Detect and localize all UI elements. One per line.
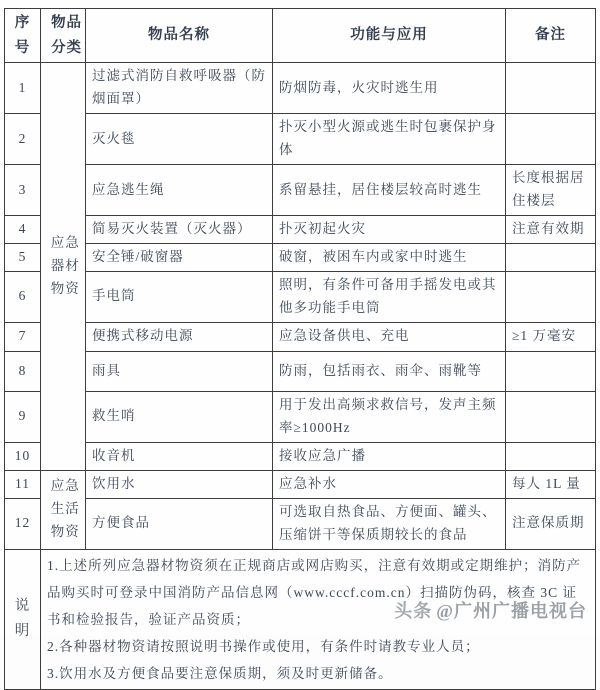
notes-label-cell — [5, 549, 41, 689]
item-function: 系留悬挂，居住楼层较高时逃生 — [273, 165, 506, 216]
category-cell-equipment — [41, 63, 86, 470]
row-number: 10 — [5, 442, 41, 470]
item-function: 应急设备供电、充电 — [273, 322, 506, 351]
item-function: 接收应急广播 — [273, 442, 506, 470]
row-number: 12 — [5, 498, 41, 549]
table-row — [5, 114, 596, 165]
header-remark: 备注 — [506, 9, 596, 63]
item-function: 防雨，包括雨衣、雨伞、雨靴等 — [273, 351, 506, 391]
row-number: 4 — [5, 216, 41, 244]
header-serial-number-label: 序号 — [14, 15, 31, 56]
item-name: 安全锤/破窗器 — [86, 243, 273, 271]
watermark-brand-logo: 头条 — [394, 601, 433, 621]
item-remark — [506, 442, 596, 470]
item-name: 方便食品 — [86, 498, 273, 549]
item-name: 简易灭火装置（灭火器） — [86, 216, 273, 244]
item-remark — [506, 391, 596, 442]
notes-label: 说明 — [14, 598, 31, 640]
row-number: 3 — [5, 165, 41, 216]
item-remark: 注意保质期 — [506, 498, 596, 549]
row-number: 2 — [5, 114, 41, 165]
table-row — [5, 391, 596, 442]
header-serial-number — [5, 9, 41, 63]
note-line-1: 1.上述所列应急器材物资须在正规商店或网店购买，注意有效期或定期维护；消防产品购买时可登录中国消防产品信息网（www.cccf.com.cn）扫描防伪码，核查 3C 证书和检验报告，验证产品资质； — [47, 557, 582, 627]
item-remark: 长度根据居住楼层 — [506, 165, 596, 216]
table-row — [5, 243, 596, 271]
item-remark — [506, 63, 596, 114]
row-number: 5 — [5, 243, 41, 271]
category-label: 应急器材物资 — [50, 235, 80, 296]
row-number: 7 — [5, 322, 41, 351]
item-remark: ≥1 万毫安 — [506, 322, 596, 351]
item-name: 饮用水 — [86, 470, 273, 498]
header-item-category-label: 物品分类 — [51, 15, 83, 56]
table-row — [5, 498, 596, 549]
row-number: 11 — [5, 470, 41, 498]
row-number: 8 — [5, 351, 41, 391]
item-name: 收音机 — [86, 442, 273, 470]
item-remark: 注意有效期 — [506, 216, 596, 244]
table-row — [5, 351, 596, 391]
table-row — [5, 63, 596, 114]
item-function: 用于发出高频求救信号，发声主频率≥1000Hz — [273, 391, 506, 442]
header-item-name: 物品名称 — [86, 9, 273, 63]
table-row — [5, 322, 596, 351]
watermark — [394, 597, 587, 623]
item-name: 便携式移动电源 — [86, 322, 273, 351]
row-number: 9 — [5, 391, 41, 442]
category-cell-living — [41, 470, 86, 549]
item-name: 应急逃生绳 — [86, 165, 273, 216]
item-name: 救生哨 — [86, 391, 273, 442]
item-remark — [506, 351, 596, 391]
item-remark — [506, 114, 596, 165]
table-row — [5, 442, 596, 470]
row-number: 1 — [5, 63, 41, 114]
note-line-3: 3.饮用水及方便食品要注意保质期，须及时更新储备。 — [47, 665, 393, 681]
item-function: 可选取自热食品、方便面、罐头、压缩饼干等保质期较长的食品 — [273, 498, 506, 549]
item-function: 应急补水 — [273, 470, 506, 498]
row-number: 6 — [5, 271, 41, 322]
table-row — [5, 271, 596, 322]
item-function: 防烟防毒，火灾时逃生用 — [273, 63, 506, 114]
table-row — [5, 165, 596, 216]
item-remark — [506, 271, 596, 322]
item-function: 破窗，被困车内或家中时逃生 — [273, 243, 506, 271]
item-name: 灭火毯 — [86, 114, 273, 165]
item-name: 雨具 — [86, 351, 273, 391]
note-line-2: 2.各种器材物资请按照说明书操作或使用，有条件时请教专业人员； — [47, 638, 480, 654]
table-header-row — [5, 9, 596, 63]
watermark-account: @广州广播电视台 — [436, 601, 587, 621]
item-name: 过滤式消防自救呼吸器（防烟面罩） — [86, 63, 273, 114]
table-row — [5, 470, 596, 498]
item-function: 扑灭初起火灾 — [273, 216, 506, 244]
item-name: 手电筒 — [86, 271, 273, 322]
emergency-supplies-table — [4, 8, 596, 690]
header-function-application: 功能与应用 — [273, 9, 506, 63]
item-function: 照明，有条件可备用手摇发电或其他多功能手电筒 — [273, 271, 506, 322]
item-function: 扑灭小型火源或逃生时包裹保护身体 — [273, 114, 506, 165]
table-row — [5, 216, 596, 244]
header-item-category — [41, 9, 86, 63]
item-remark: 每人 1L 量 — [506, 470, 596, 498]
item-remark — [506, 243, 596, 271]
category-label: 应急生活物资 — [50, 478, 80, 540]
